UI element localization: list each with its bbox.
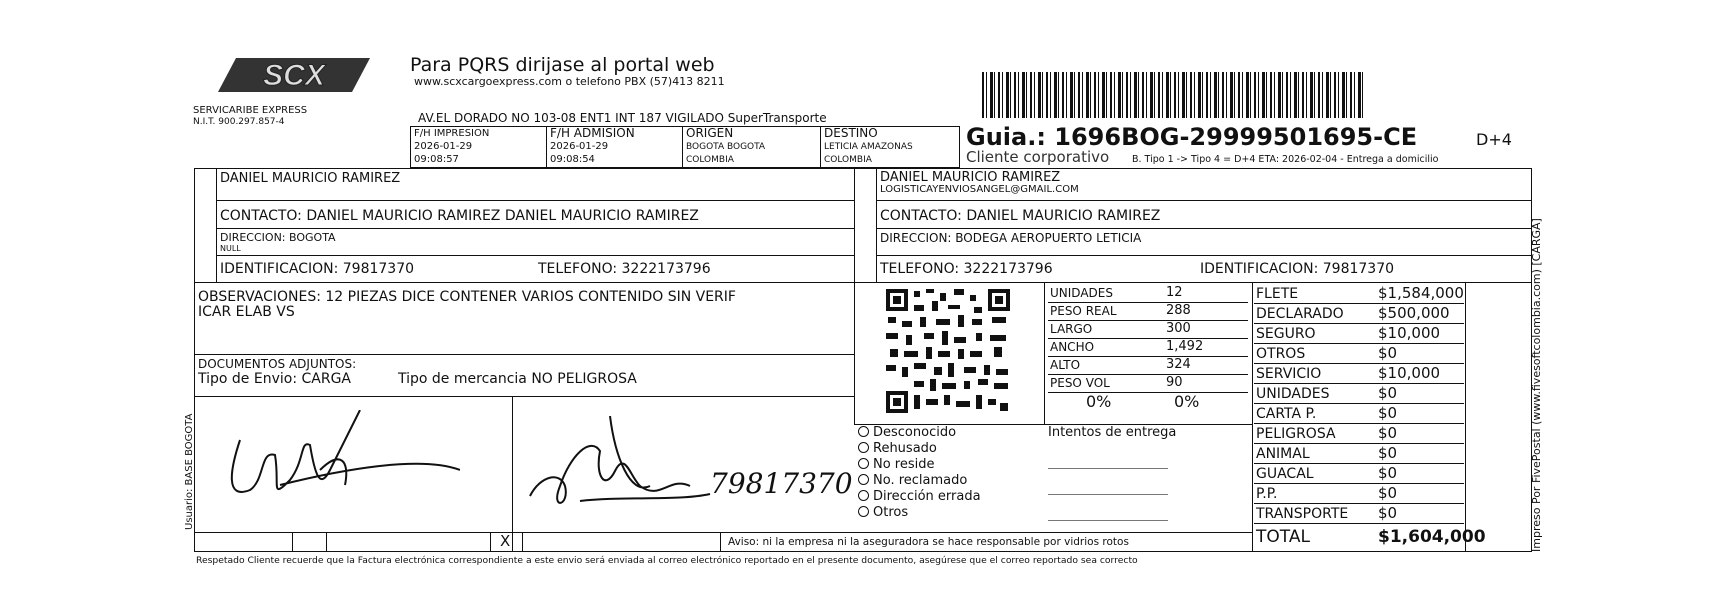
option-otros[interactable]	[858, 506, 908, 519]
admision-date: 2026-01-29	[550, 141, 609, 152]
option-desconocido[interactable]	[858, 426, 956, 439]
charge-value: $0	[1378, 344, 1398, 362]
recipient-name: DANIEL MAURICIO RAMIREZ	[880, 170, 1061, 185]
charge-value: $0	[1378, 484, 1398, 502]
charge-value: $0	[1378, 444, 1398, 462]
radio-circle-icon	[858, 506, 869, 517]
charge-value: $1,584,000	[1378, 284, 1464, 302]
option-no-reside[interactable]	[858, 458, 935, 471]
charge-value: $10,000	[1378, 324, 1441, 342]
admision-label: F/H ADMISION	[550, 126, 635, 140]
radio-circle-icon	[858, 490, 869, 501]
signature-icon	[520, 416, 720, 526]
sender-signature	[220, 410, 460, 520]
origen-city: BOGOTA BOGOTA	[686, 142, 766, 152]
measure-label: UNIDADES	[1050, 286, 1113, 300]
recipient-phone: TELEFONO: 3222173796	[880, 261, 1053, 277]
impresion-label: F/H IMPRESION	[414, 128, 490, 139]
measure-value: 90	[1166, 375, 1183, 390]
signature-icon	[220, 410, 460, 520]
impresion-time: 09:08:57	[414, 154, 459, 165]
service-code: D+4	[1476, 130, 1512, 149]
company-nit: N.I.T. 900.297.857-4	[193, 117, 285, 127]
charge-value: $0	[1378, 464, 1398, 482]
signature-number: 79817370	[710, 467, 853, 500]
radio-circle-icon	[858, 458, 869, 469]
measure-label: PESO VOL	[1050, 376, 1110, 390]
sender-id: IDENTIFICACION: 79817370	[220, 261, 415, 277]
side-printer: Impreso Por FivePostal (www.fivesoftcolombia.com) [CARGA]	[1530, 218, 1543, 552]
side-user: Usuario: BASE BOGOTA	[184, 413, 195, 530]
sender-phone: TELEFONO: 3222173796	[538, 261, 711, 277]
measure-row	[1048, 302, 1248, 321]
observations-line2: ICAR ELAB VS	[198, 304, 295, 320]
charge-value: $10,000	[1378, 364, 1441, 382]
sender-name: DANIEL MAURICIO RAMIREZ	[220, 171, 401, 186]
destino-city: LETICIA AMAZONAS	[824, 142, 913, 152]
guide-number: Guia.: 1696BOG-29999501695-CE	[966, 123, 1418, 151]
scx-logo-icon	[218, 56, 370, 94]
option-no-reclamado[interactable]	[858, 474, 967, 487]
company-address: AV.EL DORADO NO 103-08 ENT1 INT 187 VIGILADO SuperTransporte	[418, 111, 827, 125]
measure-value: 1,492	[1166, 339, 1204, 354]
charge-label: ANIMAL	[1256, 446, 1310, 462]
eta-note: B. Tipo 1 -> Tipo 4 = D+4 ETA: 2026-02-04 - Entrega a domicilio	[1132, 154, 1439, 165]
charge-label: P.P.	[1256, 486, 1278, 502]
measure-value: 12	[1166, 285, 1183, 300]
option-label: No. reclamado	[873, 473, 968, 488]
measure-label: ANCHO	[1050, 340, 1095, 354]
measure-value: 300	[1166, 321, 1191, 336]
radio-circle-icon	[858, 426, 869, 437]
company-name: SERVICARIBE EXPRESS	[193, 105, 308, 116]
impresion-date: 2026-01-29	[414, 141, 473, 152]
qr-code	[884, 287, 1012, 415]
charge-label: CARTA P.	[1256, 406, 1317, 422]
option-direccion-errada[interactable]	[858, 490, 981, 503]
charge-label: FLETE	[1256, 286, 1299, 302]
measure-label: ALTO	[1050, 358, 1081, 372]
measure-label: PESO REAL	[1050, 304, 1117, 318]
measure-row	[1048, 374, 1248, 393]
recipient-signature	[520, 416, 720, 526]
charge-value: $0	[1378, 404, 1398, 422]
sender-contact: CONTACTO: DANIEL MAURICIO RAMIREZ DANIEL MAURICIO RAMIREZ	[220, 208, 699, 224]
destino-country: COLOMBIA	[824, 155, 872, 165]
sender-address: DIRECCION: BOGOTA	[220, 231, 336, 244]
option-label: Rehusado	[873, 441, 937, 456]
origen-country: COLOMBIA	[686, 155, 734, 165]
percent-1: 0%	[1086, 392, 1112, 411]
measure-row	[1048, 356, 1248, 375]
charge-label: PELIGROSA	[1256, 426, 1336, 442]
pqrs-contact: www.scxcargoexpress.com o telefono PBX (57)413 8211	[414, 75, 725, 88]
option-label: Dirección errada	[873, 489, 981, 504]
measure-value: 288	[1166, 303, 1191, 318]
recipient-address: DIRECCION: BODEGA AEROPUERTO LETICIA	[880, 231, 1142, 245]
recipient-id: IDENTIFICACION: 79817370	[1200, 261, 1395, 277]
client-type: Cliente corporativo	[966, 148, 1110, 166]
charge-label: DECLARADO	[1256, 306, 1344, 322]
docs-label: DOCUMENTOS ADJUNTOS:	[198, 357, 357, 371]
charge-value: $0	[1378, 424, 1398, 442]
charge-value: $0	[1378, 384, 1398, 402]
origen-label: ORIGEN	[686, 126, 734, 140]
company-logo	[218, 56, 370, 94]
charge-label: TRANSPORTE	[1256, 506, 1349, 522]
mark-x: X	[500, 532, 511, 550]
qr-code-icon	[884, 287, 1012, 415]
charge-label: SEGURO	[1256, 326, 1316, 342]
option-label: No reside	[873, 457, 935, 472]
envio-type: Tipo de Envio: CARGA	[198, 371, 351, 387]
logo-text: SCX	[263, 59, 325, 92]
radio-circle-icon	[858, 474, 869, 485]
measure-label: LARGO	[1050, 322, 1093, 336]
attempts-label: Intentos de entrega	[1048, 425, 1177, 440]
option-rehusado[interactable]	[858, 442, 937, 455]
percent-2: 0%	[1174, 392, 1200, 411]
charge-label: GUACAL	[1256, 466, 1314, 482]
guide-barcode	[982, 72, 1366, 118]
charge-label: SERVICIO	[1256, 366, 1322, 382]
charge-value: $500,000	[1378, 304, 1450, 322]
measure-value: 324	[1166, 357, 1191, 372]
measure-row	[1048, 338, 1248, 357]
measure-row	[1048, 284, 1248, 303]
charge-label: UNIDADES	[1256, 386, 1330, 402]
option-label: Otros	[873, 505, 909, 520]
destino-label: DESTINO	[824, 126, 878, 140]
mercancia-type: Tipo de mercancia NO PELIGROSA	[398, 371, 637, 387]
pqrs-title: Para PQRS dirijase al portal web	[410, 54, 715, 76]
option-label: Desconocido	[873, 425, 957, 440]
sender-address2: NULL	[220, 244, 241, 253]
radio-circle-icon	[858, 442, 869, 453]
charge-label: OTROS	[1256, 346, 1306, 362]
total-label: TOTAL	[1256, 527, 1310, 547]
charge-value: $0	[1378, 504, 1398, 522]
admision-time: 09:08:54	[550, 154, 595, 165]
observations-line1: OBSERVACIONES: 12 PIEZAS DICE CONTENER VARIOS CONTENIDO SIN VERIF	[198, 289, 736, 305]
recipient-contact: CONTACTO: DANIEL MAURICIO RAMIREZ	[880, 208, 1161, 224]
measure-row	[1048, 320, 1248, 339]
footer-note: Respetado Cliente recuerde que la Factura electrónica correspondiente a este envio será enviada al correo electrónico reportado en el presente documento, asegúrese que el correo reportado sea correcto	[196, 555, 1138, 566]
total-value: $1,604,000	[1378, 527, 1486, 547]
recipient-email: LOGISTICAYENVIOSANGEL@GMAIL.COM	[880, 184, 1079, 195]
aviso-note: Aviso: ni la empresa ni la aseguradora se hace responsable por vidrios rotos	[728, 536, 1129, 548]
